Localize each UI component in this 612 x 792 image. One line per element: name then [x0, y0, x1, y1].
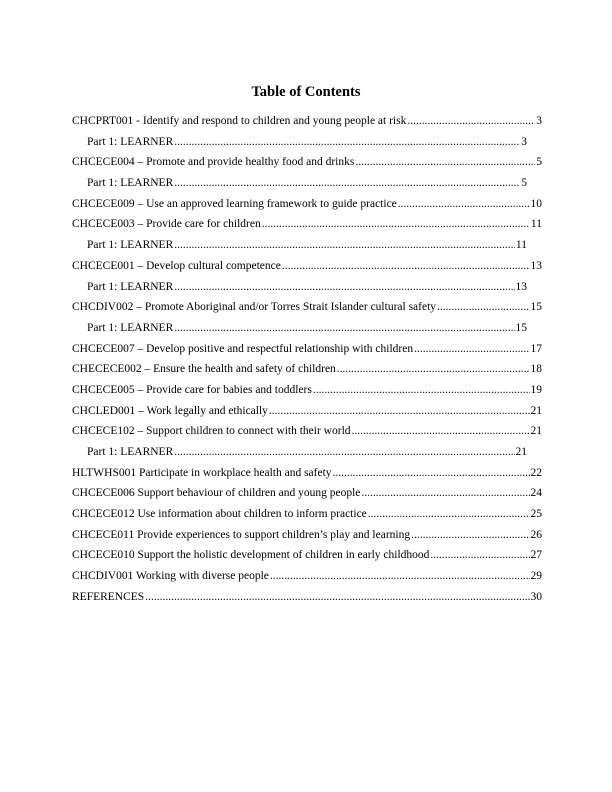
toc-entry-text: CHCECE001 – Develop cultural competence: [72, 259, 281, 272]
toc-entry-page-number: 21: [530, 425, 542, 438]
toc-entry[interactable]: [72, 298, 542, 319]
toc-dot-leader: [411, 526, 529, 544]
toc-entry[interactable]: [72, 174, 527, 195]
toc-entry[interactable]: [72, 505, 542, 526]
toc-entry-text: Part 1: LEARNER: [87, 239, 174, 252]
toc-entry[interactable]: [72, 526, 542, 547]
toc-dot-leader: [282, 257, 530, 275]
toc-entry-page-number: 13: [530, 259, 542, 272]
toc-dot-leader: [313, 381, 530, 399]
toc-entry[interactable]: [72, 464, 542, 485]
toc-entry-text: Part 1: LEARNER: [87, 446, 174, 458]
toc-entry-page-number: 15: [530, 301, 542, 314]
toc-entry[interactable]: [72, 546, 542, 567]
toc-entry-text: Part 1: LEARNER: [87, 321, 174, 334]
toc-entry-page-number: 13: [515, 280, 527, 293]
toc-dot-leader: [174, 443, 514, 461]
toc-entry-page-number: 24: [530, 487, 542, 500]
toc-entry-page-number: 11: [515, 239, 527, 252]
toc-entry[interactable]: [72, 236, 527, 257]
toc-entry[interactable]: [72, 360, 542, 381]
toc-entry-page-number: 17: [530, 342, 542, 355]
toc-dot-leader: [337, 360, 530, 378]
toc-entry-text: CHCECE007 – Develop positive and respectful relationship with children: [72, 342, 414, 355]
toc-dot-leader: [368, 505, 530, 523]
toc-dot-leader: [174, 174, 520, 192]
toc-entry-page-number: 3: [536, 115, 542, 127]
toc-dot-leader: [437, 298, 529, 316]
toc-dot-leader: [407, 112, 535, 130]
toc-dot-leader: [414, 340, 529, 358]
toc-entry-page-number: 18: [530, 363, 542, 376]
toc-entry-text: HLTWHS001 Participate in workplace health and safety: [72, 466, 332, 479]
toc-entry-page-number: 27: [530, 549, 542, 562]
toc-entry-page-number: 5: [521, 177, 527, 190]
toc-entry-page-number: 11: [530, 218, 542, 231]
toc-title: Table of Contents: [251, 84, 361, 100]
toc-entry-page-number: 5: [536, 156, 542, 169]
toc-entry-text: CHCDIV001 Working with diverse people: [72, 570, 269, 583]
toc-entry-page-number: 21: [530, 404, 542, 417]
toc-entry-text: CHCLED001 – Work legally and ethically: [72, 404, 268, 417]
toc-dot-leader: [269, 402, 530, 420]
toc-entry[interactable]: [72, 443, 527, 464]
toc-entry-page-number: 30: [530, 590, 542, 603]
toc-dot-leader: [174, 319, 514, 337]
toc-entry[interactable]: [72, 402, 542, 423]
toc-dot-leader: [430, 546, 529, 564]
toc-dot-leader: [352, 422, 530, 440]
toc-entry-page-number: 26: [530, 528, 542, 541]
toc-entry[interactable]: [72, 567, 542, 588]
toc-entry[interactable]: [72, 422, 542, 443]
toc-entry-text: CHCECE009 – Use an approved learning framework to guide practice: [72, 197, 397, 210]
toc-dot-leader: [174, 133, 520, 151]
toc-dot-leader: [145, 588, 529, 606]
toc-entry-text: CHCECE004 – Promote and provide healthy food and drinks: [72, 156, 355, 169]
toc-entry-text: CHCECE102 – Support children to connect with their world: [72, 425, 351, 438]
toc-dot-leader: [361, 484, 529, 502]
toc-entry[interactable]: [72, 588, 542, 609]
toc-entry-text: CHCECE010 Support the holistic development of children in early childhood: [72, 549, 430, 562]
toc-dot-leader: [174, 278, 514, 296]
toc-list: [72, 112, 542, 609]
toc-entry-page-number: 15: [515, 321, 527, 334]
toc-entry[interactable]: [72, 257, 542, 278]
toc-entry-text: CHCECE006 Support behaviour of children and young people: [72, 487, 361, 500]
toc-entry[interactable]: [72, 278, 527, 299]
toc-entry-text: CHCECE005 – Provide care for babies and toddlers: [72, 383, 312, 396]
toc-entry-text: CHCECE011 Provide experiences to support children’s play and learning: [72, 528, 411, 541]
toc-entry-text: REFERENCES: [72, 590, 145, 603]
toc-entry-text: Part 1: LEARNER: [87, 280, 174, 293]
toc-dot-leader: [174, 236, 515, 254]
toc-entry[interactable]: [72, 215, 542, 236]
toc-entry-page-number: 3: [521, 135, 527, 148]
toc-entry-text: CHCECE003 – Provide care for children: [72, 218, 261, 231]
toc-entry[interactable]: [72, 319, 527, 340]
toc-entry[interactable]: [72, 112, 542, 133]
toc-entry-text: Part 1: LEARNER: [87, 177, 174, 190]
toc-entry-text: CHCECE012 Use information about children to inform practice: [72, 508, 367, 521]
toc-entry[interactable]: [72, 381, 542, 402]
toc-entry[interactable]: [72, 340, 542, 361]
toc-entry-page-number: 29: [530, 570, 542, 583]
toc-dot-leader: [355, 153, 535, 171]
toc-entry-text: Part 1: LEARNER: [87, 135, 174, 148]
toc-entry[interactable]: [72, 133, 527, 154]
toc-entry-text: CHCPRT001 - Identify and respond to children and young people at risk: [72, 115, 407, 127]
toc-entry-text: CHECECE002 – Ensure the health and safety of children: [72, 363, 336, 376]
toc-entry-text: CHCDIV002 – Promote Aboriginal and/or Torres Strait Islander cultural safety: [72, 301, 437, 314]
toc-entry-page-number: 19: [530, 383, 542, 396]
toc-entry-page-number: 21: [515, 446, 527, 458]
toc-entry[interactable]: [72, 195, 542, 216]
toc-entry-page-number: 10: [530, 197, 542, 210]
toc-entry-page-number: 25: [530, 508, 542, 521]
toc-dot-leader: [262, 215, 530, 233]
toc-dot-leader: [398, 195, 530, 213]
toc-entry-page-number: 22: [530, 466, 542, 479]
toc-dot-leader: [270, 567, 530, 585]
toc-entry[interactable]: [72, 484, 542, 505]
toc-entry[interactable]: [72, 153, 542, 174]
toc-dot-leader: [333, 464, 530, 482]
